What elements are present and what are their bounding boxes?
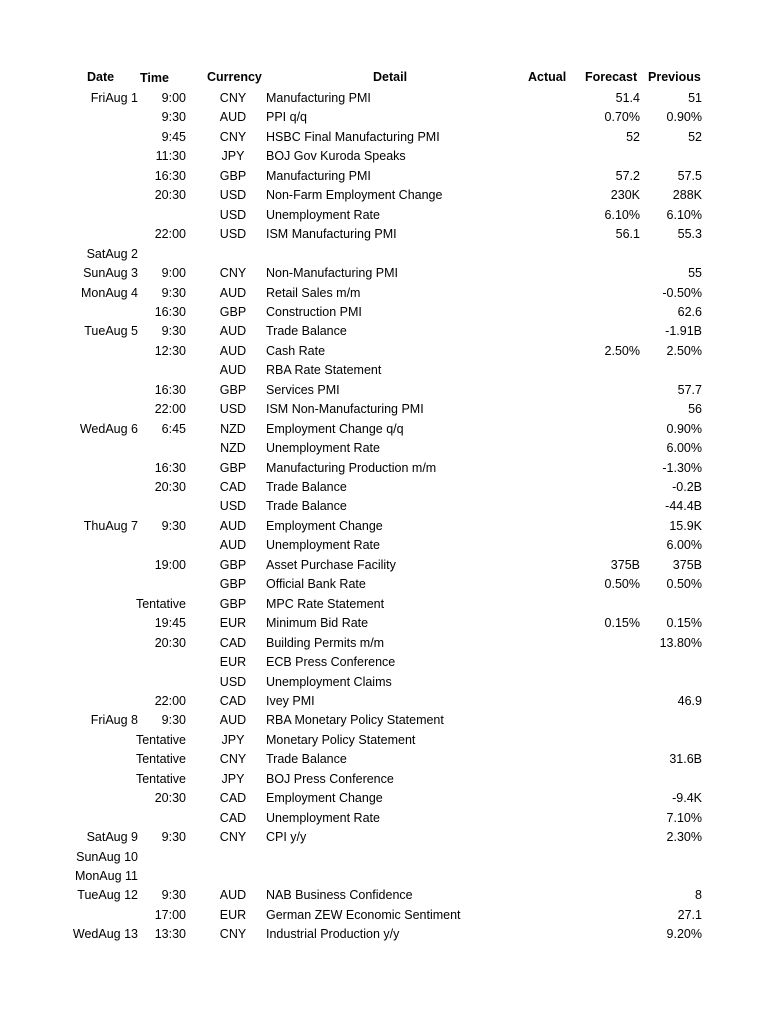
row-previous: 0.15% bbox=[666, 616, 702, 631]
row-detail: ECB Press Conference bbox=[266, 655, 396, 670]
row-detail: Monetary Policy Statement bbox=[266, 732, 416, 747]
row-detail: Trade Balance bbox=[266, 480, 347, 494]
row-time: 12:30 bbox=[154, 343, 186, 358]
row-currency: AUD bbox=[219, 363, 247, 378]
row-currency: GBP bbox=[219, 460, 247, 475]
row-forecast: 0.15% bbox=[604, 616, 640, 631]
row-detail: Trade Balance bbox=[266, 324, 347, 339]
row-detail: ISM Non-Manufacturing PMI bbox=[266, 402, 424, 417]
table-row bbox=[0, 128, 768, 148]
row-time: 9:30 bbox=[161, 324, 186, 339]
row-time: 20:30 bbox=[154, 480, 186, 494]
row-detail: Unemployment Rate bbox=[266, 538, 380, 553]
row-detail: Employment Change bbox=[266, 518, 383, 533]
row-time: 9:00 bbox=[161, 91, 186, 105]
row-time: 16:30 bbox=[154, 168, 186, 183]
row-detail: German ZEW Economic Sentiment bbox=[266, 907, 461, 922]
header-time: Time bbox=[140, 71, 169, 85]
row-detail: Manufacturing PMI bbox=[266, 91, 371, 105]
row-previous: 56 bbox=[688, 402, 702, 417]
row-previous: 0.90% bbox=[666, 110, 702, 125]
row-time: 22:00 bbox=[154, 693, 186, 708]
row-detail: Employment Change q/q bbox=[266, 421, 404, 436]
header-detail: Detail bbox=[373, 70, 408, 84]
row-currency: CNY bbox=[219, 927, 247, 942]
row-detail: Unemployment Rate bbox=[266, 441, 380, 456]
row-currency: CNY bbox=[219, 830, 247, 845]
header-date: Date bbox=[87, 70, 115, 84]
table-row bbox=[0, 361, 768, 381]
table-row bbox=[0, 770, 768, 790]
row-time: 20:30 bbox=[154, 791, 186, 806]
row-time: 19:45 bbox=[154, 616, 186, 631]
table-row bbox=[0, 906, 768, 926]
row-currency: AUD bbox=[219, 888, 247, 903]
row-currency: USD bbox=[219, 207, 247, 222]
row-currency: CNY bbox=[219, 752, 247, 767]
table-row bbox=[0, 692, 768, 712]
row-detail: Cash Rate bbox=[266, 343, 326, 358]
table-row bbox=[0, 459, 768, 479]
row-previous: 2.30% bbox=[666, 830, 702, 845]
table-row bbox=[0, 848, 768, 868]
row-currency: JPY bbox=[221, 149, 245, 164]
row-previous: 375B bbox=[672, 557, 702, 572]
table-row bbox=[0, 206, 768, 226]
row-previous: 6.10% bbox=[666, 207, 702, 222]
row-date: WedAug 13 bbox=[72, 927, 138, 942]
table-row bbox=[0, 400, 768, 420]
row-date: MonAug 11 bbox=[74, 869, 138, 883]
table-row bbox=[0, 381, 768, 401]
row-currency: EUR bbox=[219, 655, 247, 670]
table-row bbox=[0, 653, 768, 673]
row-previous: 52 bbox=[688, 129, 702, 144]
row-currency: USD bbox=[219, 402, 247, 417]
row-detail: RBA Monetary Policy Statement bbox=[266, 713, 444, 728]
table-row bbox=[0, 245, 768, 265]
row-forecast: 56.1 bbox=[615, 227, 640, 242]
table-row bbox=[0, 89, 768, 109]
table-header-row bbox=[0, 68, 768, 88]
row-previous: -0.2B bbox=[672, 480, 702, 494]
row-currency: JPY bbox=[221, 771, 245, 786]
row-currency: CAD bbox=[219, 791, 247, 806]
table-row bbox=[0, 595, 768, 615]
row-date: ThuAug 7 bbox=[83, 518, 138, 533]
row-currency: AUD bbox=[219, 538, 247, 553]
table-row bbox=[0, 264, 768, 284]
row-time: 16:30 bbox=[154, 304, 186, 319]
row-detail: BOJ Gov Kuroda Speaks bbox=[266, 149, 406, 164]
row-forecast: 6.10% bbox=[604, 207, 640, 222]
row-currency: GBP bbox=[219, 596, 247, 611]
table-row bbox=[0, 828, 768, 848]
row-currency: AUD bbox=[219, 324, 247, 339]
row-currency: CAD bbox=[219, 480, 247, 494]
row-time: 20:30 bbox=[154, 635, 186, 650]
row-detail: PPI q/q bbox=[266, 110, 307, 125]
row-detail: Building Permits m/m bbox=[266, 635, 385, 650]
row-previous: 55 bbox=[688, 266, 702, 281]
row-time: 9:00 bbox=[161, 266, 186, 281]
row-detail: Unemployment Claims bbox=[266, 674, 392, 689]
row-previous: 13.80% bbox=[659, 635, 702, 650]
row-currency: NZD bbox=[220, 441, 246, 456]
header-currency: Currency bbox=[207, 70, 262, 84]
row-date: TueAug 5 bbox=[84, 324, 138, 339]
row-detail: Non-Farm Employment Change bbox=[266, 188, 443, 203]
row-detail: HSBC Final Manufacturing PMI bbox=[266, 129, 440, 144]
row-detail: Services PMI bbox=[266, 382, 340, 397]
row-previous: -44.4B bbox=[665, 499, 702, 514]
row-time: 9:30 bbox=[161, 285, 186, 300]
row-currency: CAD bbox=[219, 693, 247, 708]
table-row bbox=[0, 673, 768, 693]
row-detail: Minimum Bid Rate bbox=[266, 616, 369, 631]
row-currency: CNY bbox=[219, 266, 247, 281]
table-row bbox=[0, 556, 768, 576]
table-row bbox=[0, 322, 768, 342]
row-currency: CNY bbox=[219, 129, 247, 144]
table-row bbox=[0, 711, 768, 731]
row-previous: 46.9 bbox=[677, 693, 702, 708]
table-row bbox=[0, 750, 768, 770]
row-detail: CPI y/y bbox=[266, 830, 307, 845]
row-currency: CNY bbox=[219, 91, 247, 105]
row-time: 9:30 bbox=[161, 518, 186, 533]
row-forecast: 230K bbox=[610, 188, 640, 203]
row-previous: 0.50% bbox=[666, 577, 702, 592]
row-previous: 15.9K bbox=[669, 518, 702, 533]
row-previous: -0.50% bbox=[662, 285, 702, 300]
row-previous: 62.6 bbox=[677, 304, 702, 319]
row-time: 22:00 bbox=[154, 227, 186, 242]
row-time: Tentative bbox=[135, 771, 186, 786]
row-previous: 0.90% bbox=[666, 421, 702, 436]
row-detail: Official Bank Rate bbox=[266, 577, 366, 592]
row-currency: EUR bbox=[219, 616, 247, 631]
header-previous: Previous bbox=[648, 70, 701, 84]
row-time: 9:30 bbox=[161, 713, 186, 728]
row-previous: -1.30% bbox=[662, 460, 702, 475]
row-currency: GBP bbox=[219, 304, 247, 319]
table-row bbox=[0, 478, 768, 498]
row-previous: -1.91B bbox=[665, 324, 702, 339]
row-detail: MPC Rate Statement bbox=[266, 596, 385, 611]
row-currency: GBP bbox=[219, 577, 247, 592]
table-row bbox=[0, 186, 768, 206]
header-actual: Actual bbox=[528, 70, 567, 84]
table-row bbox=[0, 614, 768, 634]
row-previous: 2.50% bbox=[666, 343, 702, 358]
row-detail: Non-Manufacturing PMI bbox=[266, 266, 399, 281]
row-detail: BOJ Press Conference bbox=[266, 771, 394, 786]
table-row bbox=[0, 225, 768, 245]
row-time: 20:30 bbox=[154, 188, 186, 203]
row-currency: GBP bbox=[219, 168, 247, 183]
row-time: 11:30 bbox=[155, 149, 186, 164]
row-time: 22:00 bbox=[154, 402, 186, 417]
row-previous: 8 bbox=[695, 888, 702, 903]
row-time: 17:00 bbox=[154, 907, 186, 922]
row-previous: -9.4K bbox=[672, 791, 702, 806]
row-previous: 31.6B bbox=[669, 752, 702, 767]
row-detail: Manufacturing Production m/m bbox=[266, 460, 437, 475]
table-row bbox=[0, 886, 768, 906]
row-date: TueAug 12 bbox=[77, 888, 138, 903]
row-currency: NZD bbox=[220, 421, 246, 436]
table-row bbox=[0, 809, 768, 829]
row-time: 16:30 bbox=[154, 460, 186, 475]
table-row bbox=[0, 342, 768, 362]
row-currency: USD bbox=[219, 499, 247, 514]
row-currency: USD bbox=[219, 188, 247, 203]
table-row bbox=[0, 108, 768, 128]
table-row bbox=[0, 867, 768, 887]
row-currency: GBP bbox=[219, 557, 247, 572]
row-previous: 9.20% bbox=[666, 927, 702, 942]
row-time: 9:30 bbox=[161, 110, 186, 125]
row-time: 13:30 bbox=[154, 927, 186, 942]
row-previous: 27.1 bbox=[677, 907, 702, 922]
row-time: 9:45 bbox=[161, 129, 186, 144]
table-row bbox=[0, 284, 768, 304]
table-row bbox=[0, 167, 768, 187]
row-date: SatAug 9 bbox=[86, 830, 138, 845]
row-currency: AUD bbox=[219, 518, 247, 533]
row-time: Tentative bbox=[135, 752, 186, 767]
row-currency: GBP bbox=[219, 382, 247, 397]
row-date: SunAug 10 bbox=[76, 849, 138, 864]
row-previous: 55.3 bbox=[677, 227, 702, 242]
row-date: FriAug 8 bbox=[90, 713, 138, 728]
row-currency: AUD bbox=[219, 285, 247, 300]
row-time: 9:30 bbox=[161, 830, 186, 845]
row-detail: Unemployment Rate bbox=[266, 810, 380, 825]
row-currency: AUD bbox=[219, 343, 247, 358]
row-currency: EUR bbox=[219, 907, 247, 922]
row-currency: USD bbox=[219, 227, 247, 242]
row-previous: 57.5 bbox=[677, 168, 702, 183]
row-currency: JPY bbox=[221, 732, 245, 747]
row-currency: CAD bbox=[219, 635, 247, 650]
row-currency: AUD bbox=[219, 110, 247, 125]
row-forecast: 57.2 bbox=[615, 168, 640, 183]
row-currency: USD bbox=[219, 674, 247, 689]
row-detail: Asset Purchase Facility bbox=[266, 557, 396, 572]
row-forecast: 52 bbox=[626, 129, 640, 144]
row-previous: 6.00% bbox=[666, 538, 702, 553]
row-date: MonAug 4 bbox=[81, 285, 138, 300]
row-currency: CAD bbox=[219, 810, 247, 825]
row-detail: Unemployment Rate bbox=[266, 207, 380, 222]
row-previous: 57.7 bbox=[677, 382, 702, 397]
row-time: 9:30 bbox=[161, 888, 186, 903]
row-detail: ISM Manufacturing PMI bbox=[266, 227, 397, 242]
row-detail: Trade Balance bbox=[266, 499, 347, 514]
row-time: Tentative bbox=[135, 732, 186, 747]
table-row bbox=[0, 303, 768, 323]
table-row bbox=[0, 575, 768, 595]
row-detail: Manufacturing PMI bbox=[266, 168, 371, 183]
row-detail: RBA Rate Statement bbox=[266, 363, 382, 378]
row-detail: Retail Sales m/m bbox=[266, 285, 361, 300]
row-detail: Industrial Production y/y bbox=[266, 927, 400, 942]
row-forecast: 2.50% bbox=[604, 343, 640, 358]
table-row bbox=[0, 439, 768, 459]
table-row bbox=[0, 420, 768, 440]
row-time: 19:00 bbox=[154, 557, 186, 572]
row-date: WedAug 6 bbox=[79, 421, 138, 436]
table-row bbox=[0, 789, 768, 809]
row-forecast: 375B bbox=[610, 557, 640, 572]
row-time: 6:45 bbox=[161, 421, 186, 436]
table-row bbox=[0, 731, 768, 751]
row-currency: AUD bbox=[219, 713, 247, 728]
row-date: FriAug 1 bbox=[90, 91, 138, 105]
table-row bbox=[0, 517, 768, 537]
row-previous: 7.10% bbox=[666, 810, 702, 825]
row-date: SunAug 3 bbox=[83, 266, 138, 281]
row-detail: Employment Change bbox=[266, 791, 383, 806]
row-time: 16:30 bbox=[154, 382, 186, 397]
row-detail: Trade Balance bbox=[266, 752, 347, 767]
row-detail: NAB Business Confidence bbox=[266, 888, 413, 903]
row-detail: Ivey PMI bbox=[266, 693, 315, 708]
table-row bbox=[0, 634, 768, 654]
row-previous: 51 bbox=[688, 91, 702, 105]
row-forecast: 51.4 bbox=[615, 91, 640, 105]
row-previous: 6.00% bbox=[666, 441, 702, 456]
table-row bbox=[0, 147, 768, 167]
row-forecast: 0.70% bbox=[604, 110, 640, 125]
row-time: Tentative bbox=[135, 596, 186, 611]
row-previous: 288K bbox=[672, 188, 702, 203]
row-detail: Construction PMI bbox=[266, 304, 362, 319]
header-forecast: Forecast bbox=[585, 70, 638, 84]
table-row bbox=[0, 536, 768, 556]
table-row bbox=[0, 497, 768, 517]
table-row bbox=[0, 925, 768, 945]
row-date: SatAug 2 bbox=[86, 246, 138, 261]
row-forecast: 0.50% bbox=[604, 577, 640, 592]
